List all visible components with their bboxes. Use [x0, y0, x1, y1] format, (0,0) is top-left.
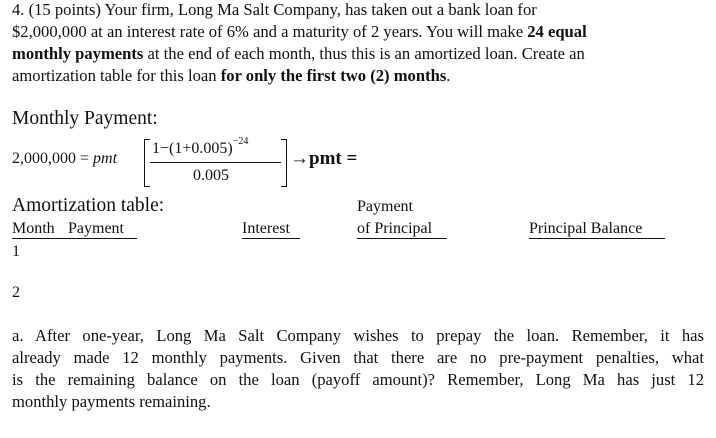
header-underline-month-payment: [12, 238, 137, 239]
col-interest: Interest: [242, 220, 290, 237]
part-a-line-1: a. After one-year, Long Ma Salt Company wishes to prepay the loan. Remember, it has: [12, 326, 704, 345]
pmt-result: →pmt =: [290, 148, 358, 169]
left-bracket: [144, 139, 150, 187]
header-underline-balance: [529, 238, 665, 239]
question-line-3: monthly payments at the end of each month, thus this is an amortized loan. Create an: [12, 44, 585, 63]
col-principal-top: Payment: [357, 198, 413, 215]
monthly-payment-heading: Monthly Payment:: [12, 108, 158, 129]
question-line-1: 4. (15 points) Your firm, Long Ma Salt Company, has taken out a bank loan for: [12, 0, 537, 19]
table-row-2: 2: [12, 284, 20, 301]
col-balance: Principal Balance: [529, 220, 643, 237]
part-a-line-4: monthly payments remaining.: [12, 392, 211, 411]
header-underline-interest: [242, 238, 300, 239]
col-principal-bottom: of Principal: [357, 220, 433, 237]
part-a-line-3: is the remaining balance on the loan (payoff amount)? Remember, Long Ma has just 12: [12, 370, 704, 389]
col-month: Month: [12, 220, 55, 237]
part-a-paragraph: [12, 325, 704, 413]
header-underline-principal: [357, 238, 447, 239]
table-row-1: 1: [12, 243, 20, 260]
fraction-denominator: 0.005: [193, 167, 229, 184]
question-line-4: amortization table for this loan for only the first two (2) months.: [12, 66, 451, 85]
question-line-2: $2,000,000 at an interest rate of 6% and a maturity of 2 years. You will make 24 equal: [12, 22, 587, 41]
amortization-heading: Amortization table:: [12, 195, 165, 216]
formula-lhs: 2,000,000 = pmt: [12, 150, 118, 167]
fraction-bar: [150, 162, 281, 163]
part-a-line-2: already made 12 monthly payments. Given that there are no pre-payment penalties, what: [12, 348, 704, 367]
col-payment: Payment: [68, 220, 124, 237]
right-bracket: [281, 139, 287, 187]
fraction-numerator: $1-(1+0.005)^{-24}$: [152, 136, 249, 157]
